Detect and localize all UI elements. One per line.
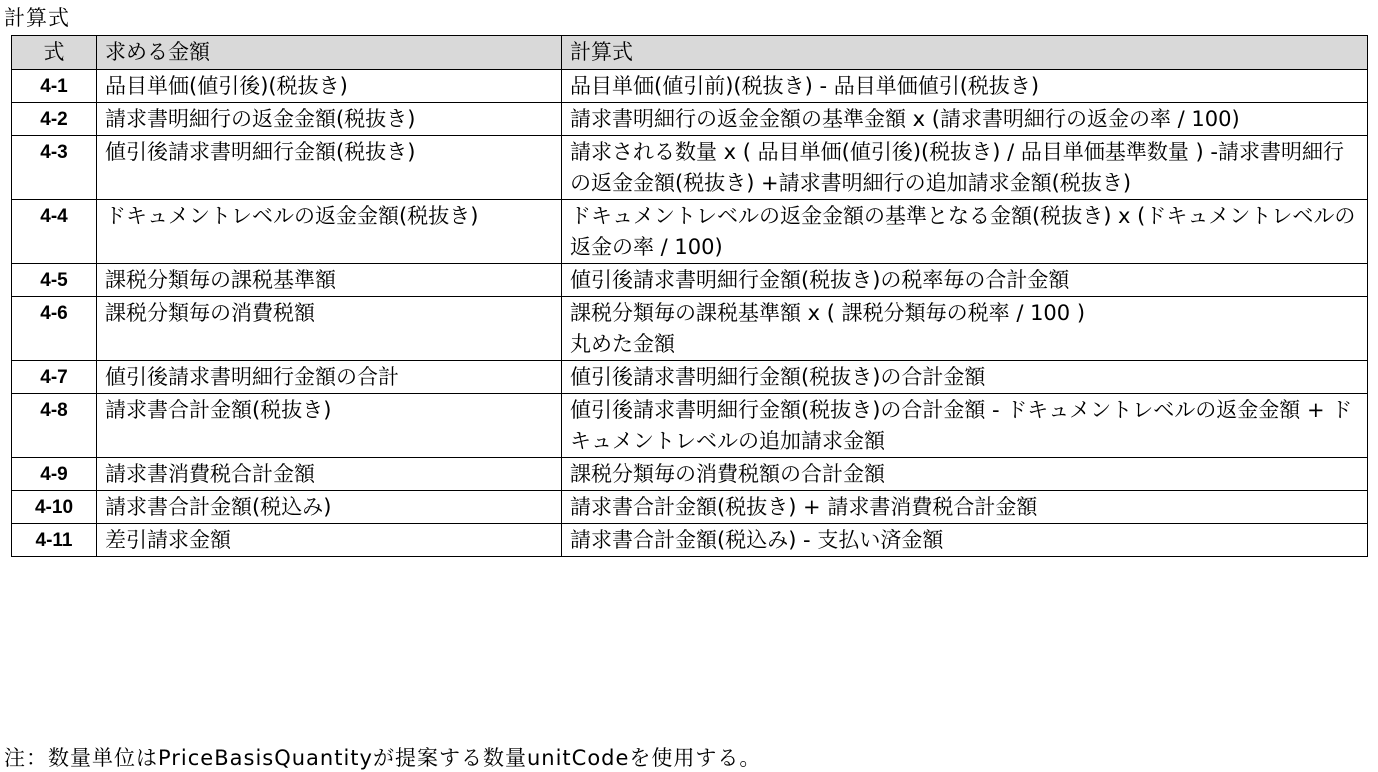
formula-cell: 値引後請求書明細行金額(税抜き)の合計金額 bbox=[562, 361, 1368, 394]
table-row bbox=[12, 136, 1368, 200]
formula-table bbox=[11, 35, 1368, 557]
table-row bbox=[12, 70, 1368, 103]
table-row bbox=[12, 297, 1368, 361]
table-row bbox=[12, 524, 1368, 557]
formula-id-cell: 4-8 bbox=[12, 394, 97, 458]
amount-cell: 品目単価(値引後)(税抜き) bbox=[97, 70, 562, 103]
amount-cell: 請求書合計金額(税込み) bbox=[97, 491, 562, 524]
formula-cell: 請求書合計金額(税抜き) + 請求書消費税合計金額 bbox=[562, 491, 1368, 524]
formula-cell: 課税分類毎の消費税額の合計金額 bbox=[562, 458, 1368, 491]
formula-id-cell: 4-11 bbox=[12, 524, 97, 557]
formula-id-cell: 4-4 bbox=[12, 200, 97, 264]
header-formula: 計算式 bbox=[562, 36, 1368, 70]
amount-cell: 請求書合計金額(税抜き) bbox=[97, 394, 562, 458]
formula-cell: 品目単価(値引前)(税抜き) - 品目単価値引(税抜き) bbox=[562, 70, 1368, 103]
table-row bbox=[12, 200, 1368, 264]
table-row bbox=[12, 491, 1368, 524]
header-amount: 求める金額 bbox=[97, 36, 562, 70]
formula-id-cell: 4-1 bbox=[12, 70, 97, 103]
table-row bbox=[12, 264, 1368, 297]
formula-id-cell: 4-3 bbox=[12, 136, 97, 200]
formula-cell: 請求書合計金額(税込み) - 支払い済金額 bbox=[562, 524, 1368, 557]
formula-id-cell: 4-9 bbox=[12, 458, 97, 491]
amount-cell: ドキュメントレベルの返金金額(税抜き) bbox=[97, 200, 562, 264]
amount-cell: 請求書明細行の返金金額(税抜き) bbox=[97, 103, 562, 136]
amount-cell: 値引後請求書明細行金額(税抜き) bbox=[97, 136, 562, 200]
formula-id-cell: 4-7 bbox=[12, 361, 97, 394]
table-row bbox=[12, 103, 1368, 136]
amount-cell: 課税分類毎の消費税額 bbox=[97, 297, 562, 361]
formula-cell: 値引後請求書明細行金額(税抜き)の合計金額 - ドキュメントレベルの返金金額 + ドキュメントレベルの追加請求金額 bbox=[562, 394, 1368, 458]
formula-cell: 請求される数量 x ( 品目単価(値引後)(税抜き) / 品目単価基準数量 ) -請求書明細行の返金金額(税抜き) +請求書明細行の追加請求金額(税抜き) bbox=[562, 136, 1368, 200]
formula-cell: ドキュメントレベルの返金金額の基準となる金額(税抜き) x (ドキュメントレベルの返金の率 / 100) bbox=[562, 200, 1368, 264]
table-header bbox=[12, 36, 1368, 70]
formula-id-cell: 4-2 bbox=[12, 103, 97, 136]
formula-cell: 請求書明細行の返金金額の基準金額 x (請求書明細行の返金の率 / 100) bbox=[562, 103, 1368, 136]
footnote: 注：数量単位はPriceBasisQuantityが提案する数量unitCodeを使用する。 bbox=[4, 746, 762, 770]
table-row bbox=[12, 394, 1368, 458]
amount-cell: 課税分類毎の課税基準額 bbox=[97, 264, 562, 297]
amount-cell: 値引後請求書明細行金額の合計 bbox=[97, 361, 562, 394]
table-row bbox=[12, 361, 1368, 394]
formula-id-cell: 4-5 bbox=[12, 264, 97, 297]
formula-cell: 値引後請求書明細行金額(税抜き)の税率毎の合計金額 bbox=[562, 264, 1368, 297]
document-title: 計算式 bbox=[4, 6, 70, 30]
formula-id-cell: 4-6 bbox=[12, 297, 97, 361]
formula-id-cell: 4-10 bbox=[12, 491, 97, 524]
amount-cell: 差引請求金額 bbox=[97, 524, 562, 557]
table-body bbox=[12, 70, 1368, 557]
table-row bbox=[12, 458, 1368, 491]
formula-cell: 課税分類毎の課税基準額 x ( 課税分類毎の税率 / 100 ) 丸めた金額 bbox=[562, 297, 1368, 361]
header-row bbox=[12, 36, 1368, 70]
amount-cell: 請求書消費税合計金額 bbox=[97, 458, 562, 491]
header-formula-id: 式 bbox=[12, 36, 97, 70]
